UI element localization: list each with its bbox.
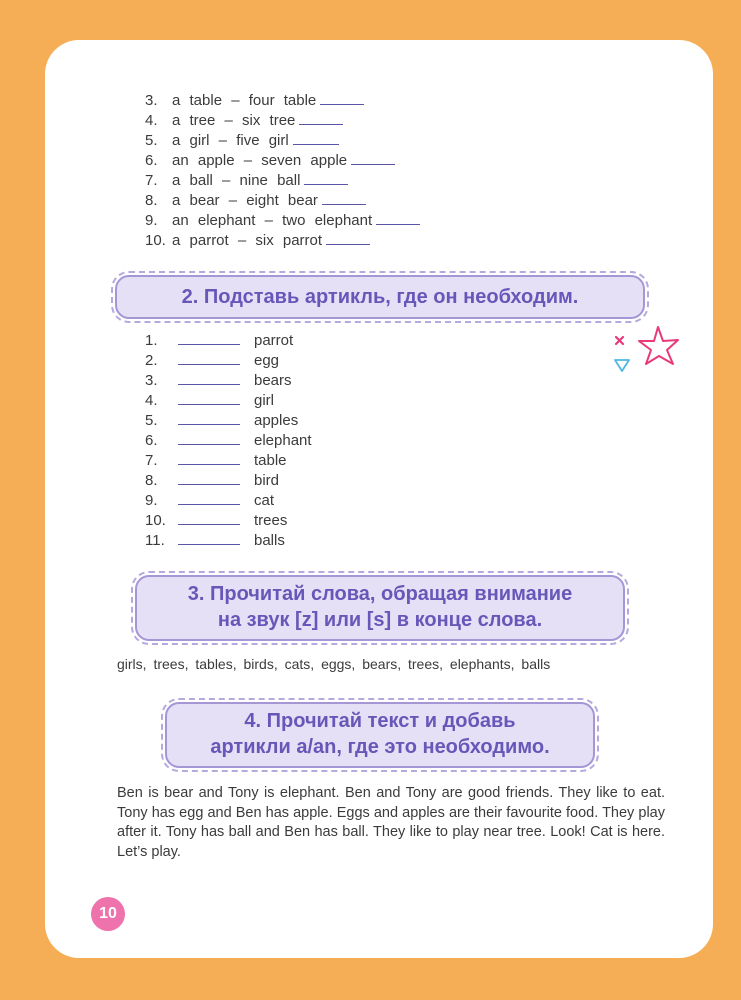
list-item: 3. bears <box>145 372 292 389</box>
answer-blank[interactable] <box>178 370 240 385</box>
list-item: 9. an elephant – two elephant <box>145 210 420 230</box>
triangle-icon <box>615 360 629 371</box>
answer-blank[interactable] <box>178 330 240 345</box>
list-item: 4. a tree – six tree <box>145 110 420 130</box>
list-item: 4. girl <box>145 392 275 409</box>
list-item: 5. apples <box>145 412 299 429</box>
exercise3-title-banner: 3. Прочитай слова, обращая внимание на звук [z] или [s] в конце слова. <box>135 575 625 641</box>
answer-blank[interactable] <box>326 230 370 245</box>
page-number-badge: 10 <box>91 897 125 931</box>
answer-blank[interactable] <box>178 450 240 465</box>
answer-blank[interactable] <box>299 110 343 125</box>
answer-blank[interactable] <box>178 530 240 545</box>
star-decoration-icon <box>605 323 685 383</box>
answer-blank[interactable] <box>178 510 240 525</box>
list-item: 6. an apple – seven apple <box>145 150 420 170</box>
list-item: 7. a ball – nine ball <box>145 170 420 190</box>
list-item: 10. trees <box>145 512 288 529</box>
answer-blank[interactable] <box>178 430 240 445</box>
exercise4-title-banner: 4. Прочитай текст и добавь артикли a/an, где это необходимо. <box>165 702 595 768</box>
list-item: 2. egg <box>145 352 280 369</box>
answer-blank[interactable] <box>304 170 348 185</box>
list-item: 7. table <box>145 452 287 469</box>
answer-blank[interactable] <box>351 150 395 165</box>
answer-blank[interactable] <box>293 130 339 145</box>
answer-blank[interactable] <box>376 210 420 225</box>
answer-blank[interactable] <box>320 90 364 105</box>
list-item: 11. balls <box>145 532 285 549</box>
list-item: 6. elephant <box>145 432 312 449</box>
list-item: 5. a girl – five girl <box>145 130 420 150</box>
answer-blank[interactable] <box>178 410 240 425</box>
list-item: 9. cat <box>145 492 275 509</box>
list-item: 3. a table – four table <box>145 90 420 110</box>
answer-blank[interactable] <box>322 190 366 205</box>
exercise1-list <box>145 90 420 250</box>
list-item: 8. a bear – eight bear <box>145 190 420 210</box>
list-item: 8. bird <box>145 472 280 489</box>
exercise3-words: girls, trees, tables, birds, cats, eggs, bears, trees, elephants, balls <box>117 656 551 672</box>
answer-blank[interactable] <box>178 470 240 485</box>
star-icon <box>639 327 678 364</box>
answer-blank[interactable] <box>178 350 240 365</box>
exercise2-list <box>145 330 312 550</box>
page <box>45 40 713 958</box>
answer-blank[interactable] <box>178 390 240 405</box>
list-item: 1. parrot <box>145 332 294 349</box>
answer-blank[interactable] <box>178 490 240 505</box>
exercise2-title-banner: 2. Подставь артикль, где он необходим. <box>115 275 645 319</box>
exercise4-text: Ben is bear and Tony is elephant. Ben and Tony are good friends. They like to eat. Tony has egg and Ben has apple. Eggs and apples are their favourite food. They play after it. Tony has ball and Ben has ball. They like to play near tree. Look! Cat is here. Let’s play. <box>117 785 665 860</box>
list-item: 10. a parrot – six parrot <box>145 230 420 250</box>
cross-icon <box>616 337 623 344</box>
